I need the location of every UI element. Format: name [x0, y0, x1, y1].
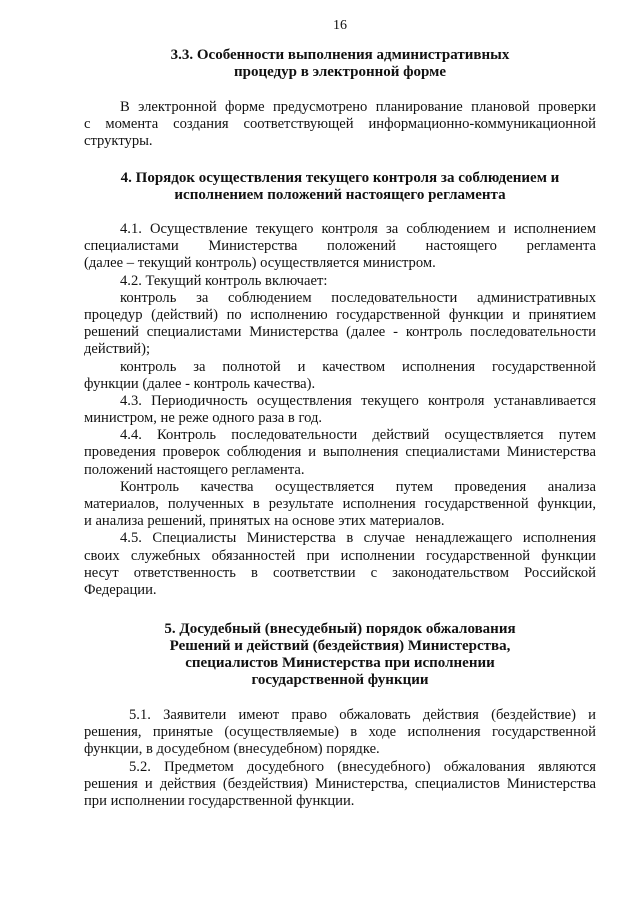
text-line: контроль за соблюдением последовательности административных	[120, 289, 596, 306]
text-line: действий);	[84, 341, 150, 358]
text-line: 4.3. Периодичность осуществления текущего контроля устанавливается	[120, 392, 596, 409]
text-line: Контроль качества осуществляется путем проведения анализа	[120, 478, 596, 495]
text-line: проведения проверок соблюдения и выполнения специалистами Министерства	[84, 444, 596, 461]
heading-line: Решений и действий (бездействия) Министерства,	[169, 638, 511, 654]
text-line: положений настоящего регламента.	[84, 461, 305, 478]
text-line: Федерации.	[84, 581, 157, 598]
text-line: 4.4. Контроль последовательности действий осуществляется путем	[120, 427, 596, 444]
section-3-3-heading	[84, 47, 596, 81]
section-4-body	[84, 221, 596, 599]
text-line: контроль за полнотой и качеством исполнения государственной	[120, 358, 596, 375]
text-line: своих служебных обязанностей при исполнении государственной функции	[84, 547, 596, 564]
text-line: функции, в досудебном (внесудебном) порядке.	[84, 741, 380, 758]
text-line: (далее – текущий контроль) осуществляется министром.	[84, 255, 436, 272]
text-line: решения, принятые (осуществляемые) в ходе исполнения государственной	[84, 724, 596, 741]
text-line: функции (далее - контроль качества).	[84, 375, 316, 392]
heading-line: государственной функции	[251, 672, 429, 688]
text-line: специалистами Министерства положений настоящего регламента	[84, 238, 596, 255]
text-line: 5.2. Предметом досудебного (внесудебного) обжалования являются	[129, 758, 596, 775]
text-line: 4.5. Специалисты Министерства в случае ненадлежащего исполнения	[120, 530, 596, 547]
text-line: министром, не реже одного раза в год.	[84, 410, 323, 427]
section-5-heading	[84, 621, 596, 689]
text-line: 4.1. Осуществление текущего контроля за соблюдением и исполнением	[120, 221, 596, 237]
section-4-heading	[84, 170, 596, 204]
page-number: 16	[333, 18, 347, 33]
text-line: материалов, полученных в результате исполнения государственной функции,	[84, 496, 596, 512]
text-line: решений специалистами Министерства (далее - контроль последовательности	[84, 324, 596, 341]
heading-line: процедур в электронной форме	[234, 64, 446, 80]
text-line: В электронной форме предусмотрено планирование плановой проверки	[120, 99, 596, 115]
text-line: и анализа решений, принятых на основе этих материалов.	[84, 513, 445, 530]
text-line: 5.1. Заявители имеют право обжаловать действия (бездействие) и	[129, 707, 596, 723]
text-line: с момента создания соответствующей информационно-коммуникационной	[84, 116, 596, 133]
text-line: процедур (действий) по исполнению государственной функции и принятием	[84, 306, 596, 323]
section-3-3-paragraph	[84, 99, 596, 151]
heading-line: исполнением положений настоящего регламента	[174, 187, 506, 203]
text-line: 4.2. Текущий контроль включает:	[120, 272, 328, 289]
heading-line: специалистов Министерства при исполнении	[185, 655, 495, 671]
heading-line: 4. Порядок осуществления текущего контроля за соблюдением и	[120, 170, 560, 186]
heading-line: 5. Досудебный (внесудебный) порядок обжалования	[164, 621, 516, 637]
text-line: структуры.	[84, 133, 153, 150]
section-5-body	[84, 707, 596, 810]
text-line: при исполнении государственной функции.	[84, 792, 355, 809]
text-line: несут ответственность в соответствии с законодательством Российской	[84, 564, 596, 581]
text-line: решения и действия (бездействия) Министерства, специалистов Министерства	[84, 775, 596, 792]
heading-line: 3.3. Особенности выполнения административных	[170, 47, 510, 63]
